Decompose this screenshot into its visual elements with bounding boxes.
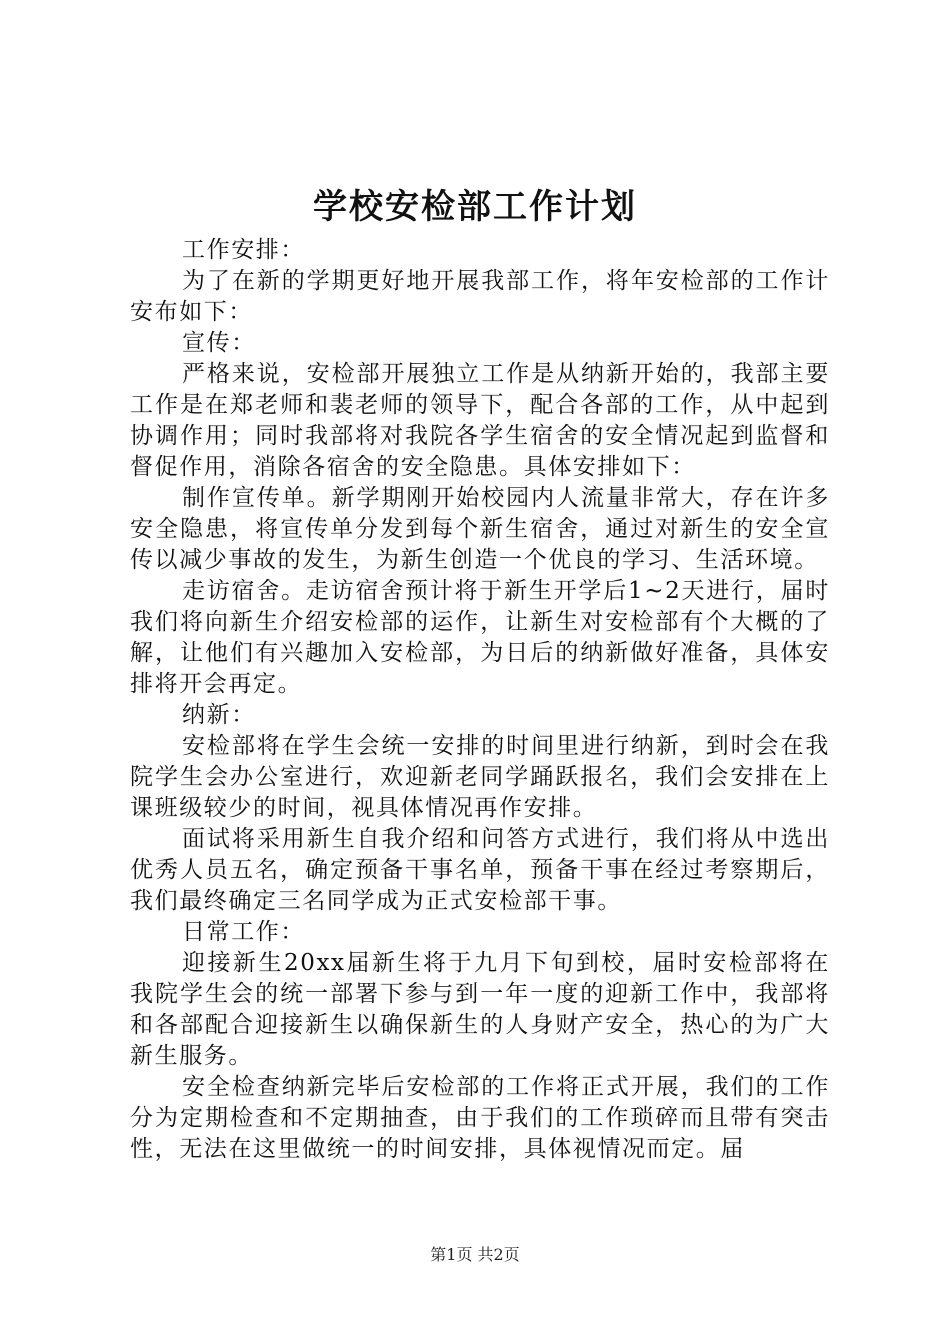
document-title: 学校安检部工作计划 [313, 187, 637, 227]
paragraph-work-arrangement-heading: 工作安排： [182, 237, 305, 263]
paragraph-recruitment-heading: 纳新： [182, 702, 256, 728]
page-footer: 第1页 共2页 [430, 1245, 520, 1264]
paragraph-leaflets: 制作宣传单。新学期刚开始校园内人流量非常大，存在许多安全隐患，将宣传单分发到每个新生宿舍，通过对新生的安全宣传以减少事故的发生，为新生创造一个优良的学习、生活环境。 [130, 485, 830, 573]
document-body [130, 235, 830, 1165]
paragraph-dorm-visits: 走访宿舍。走访宿舍预计将于新生开学后1~2天进行，届时我们将向新生介绍安检部的运作，让新生对安检部有个大概的了解，让他们有兴趣加入安检部，为日后的纳新做好准备，具体安排将开会再定。 [130, 578, 830, 697]
paragraph-daily-work-heading: 日常工作： [182, 919, 305, 945]
paragraph-safety-inspection: 安全检查纳新完毕后安检部的工作将正式开展，我们的工作分为定期检查和不定期抽查，由于我们的工作琐碎而且带有突击性，无法在这里做统一的时间安排，具体视情况而定。届 [130, 1074, 830, 1162]
paragraph-intro: 为了在新的学期更好地开展我部工作，将年安检部的工作计安布如下： [130, 268, 830, 325]
paragraph-publicity-body: 严格来说，安检部开展独立工作是从纳新开始的，我部主要工作是在郑老师和裴老师的领导下，配合各部的工作，从中起到协调作用；同时我部将对我院各学生宿舍的安全情况起到监督和督促作用，消除各宿舍的安全隐患。具体安排如下： [130, 361, 830, 480]
paragraph-recruitment-body: 安检部将在学生会统一安排的时间里进行纳新，到时会在我院学生会办公室进行，欢迎新老同学踊跃报名，我们会安排在上课班级较少的时间，视具体情况再作安排。 [130, 733, 830, 821]
paragraph-publicity-heading: 宣传： [182, 330, 256, 356]
paragraph-interview: 面试将采用新生自我介绍和问答方式进行，我们将从中选出优秀人员五名，确定预备干事名单，预备干事在经过考察期后，我们最终确定三名同学成为正式安检部干事。 [130, 826, 830, 914]
paragraph-welcome-freshmen: 迎接新生20xx届新生将于九月下旬到校，届时安检部将在我院学生会的统一部署下参与到一年一度的迎新工作中，我部将和各部配合迎接新生以确保新生的人身财产安全，热心的为广大新生服务。 [130, 950, 830, 1069]
